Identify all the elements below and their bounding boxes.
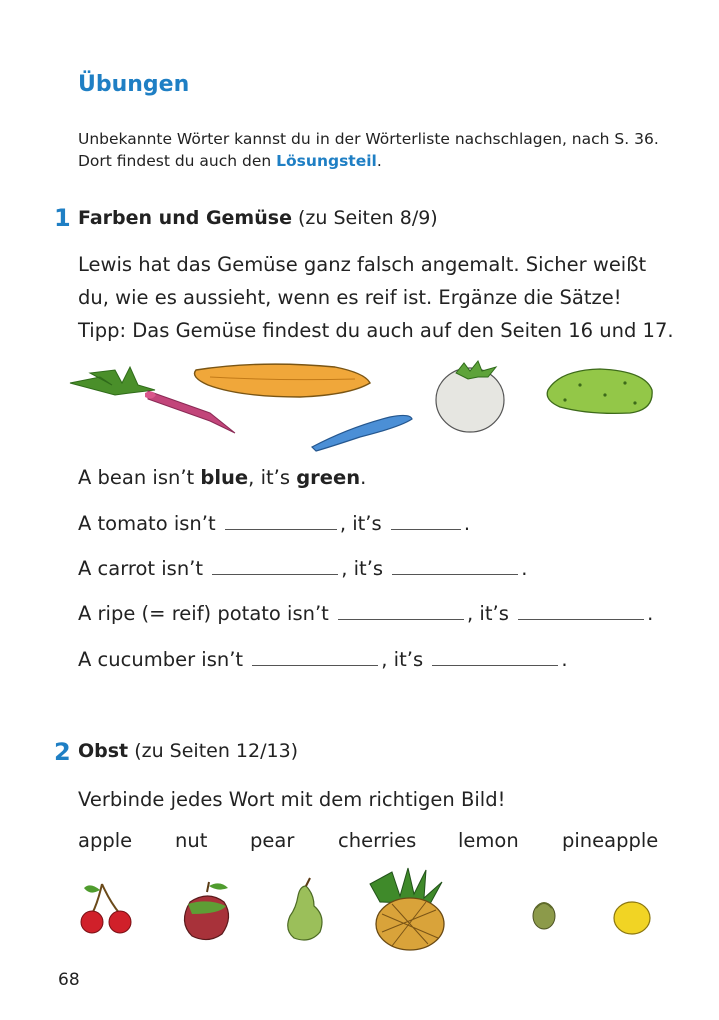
sentence-subject: A ripe (= reif) potato isn’t (78, 602, 329, 625)
exercise-2-heading (78, 740, 298, 762)
sentence-its: , it’s (381, 648, 424, 671)
fruits-illustration (70, 862, 670, 952)
sentence-end: . (463, 512, 471, 535)
apple-icon[interactable] (184, 882, 228, 940)
sentence-potato (78, 602, 653, 625)
exercise-2-instruction: Verbinde jedes Wort mit dem richtigen Bild! (78, 788, 506, 811)
word-lemon[interactable]: lemon (458, 829, 519, 852)
answer-blank[interactable] (252, 664, 378, 666)
instruction-line: Lewis hat das Gemüse ganz falsch angemalt. Sicher weißt (78, 253, 647, 276)
exercise-1-number: 1 (54, 204, 71, 232)
intro-line-1: Unbekannte Wörter kannst du in der Wörterliste nachschlagen, nach S. 36. (78, 130, 659, 148)
sentence-its: , it’s (341, 557, 384, 580)
instruction-line: Tipp: Das Gemüse findest du auch auf den Seiten 16 und 17. (78, 319, 674, 342)
intro-line-2-text: Dort findest du auch den (78, 152, 277, 170)
pineapple-icon[interactable] (370, 868, 444, 950)
sentence-cucumber (78, 648, 568, 671)
intro-line-2-end: . (376, 152, 382, 170)
example-word-green: green (296, 466, 361, 489)
word-apple[interactable]: apple (78, 829, 133, 852)
nut-icon[interactable] (533, 903, 555, 929)
example-part: . (360, 466, 367, 489)
exercise-1-heading-ref: (zu Seiten 8/9) (291, 207, 438, 229)
example-sentence (78, 466, 366, 489)
intro-line-2 (78, 150, 659, 172)
exercise-1-heading (78, 207, 438, 229)
exercise-2-heading-title: Obst (78, 740, 129, 762)
exercise-2-heading-ref: (zu Seiten 12/13) (128, 740, 299, 762)
answer-blank[interactable] (432, 664, 558, 666)
cucumber-icon (547, 369, 652, 413)
instruction-line: du, wie es aussieht, wenn es reif ist. Ergänze die Sätze! (78, 286, 622, 309)
example-word-blue: blue (200, 466, 249, 489)
answer-blank[interactable] (212, 573, 338, 575)
pear-icon[interactable] (288, 878, 322, 940)
answer-blank[interactable] (225, 528, 337, 530)
sentence-subject: A cucumber isn’t (78, 648, 244, 671)
solutions-link[interactable]: Lösungsteil (276, 152, 377, 170)
word-pineapple[interactable]: pineapple (562, 829, 659, 852)
sentence-its: , it’s (339, 512, 382, 535)
sentence-end: . (647, 602, 654, 625)
example-part: A bean isn’t (78, 466, 201, 489)
word-pear[interactable]: pear (250, 829, 295, 852)
answer-blank[interactable] (518, 618, 644, 620)
answer-blank[interactable] (392, 573, 518, 575)
lemon-icon[interactable] (614, 902, 650, 934)
page-number: 68 (58, 970, 80, 990)
exercise-1-heading-title: Farben und Gemüse (78, 207, 292, 229)
word-cherries[interactable]: cherries (338, 829, 417, 852)
word-nut[interactable]: nut (175, 829, 208, 852)
sentence-subject: A tomato isn’t (78, 512, 216, 535)
exercise-1-instructions (78, 248, 674, 347)
sentence-subject: A carrot isn’t (78, 557, 204, 580)
answer-blank[interactable] (338, 618, 464, 620)
answer-blank[interactable] (391, 528, 461, 530)
cherries-icon[interactable] (81, 884, 131, 933)
sentence-end: . (521, 557, 528, 580)
sentence-end: . (561, 648, 568, 671)
intro-text (78, 128, 659, 172)
exercise-2-number: 2 (54, 738, 71, 766)
sentence-tomato (78, 512, 470, 535)
bean-icon (312, 415, 412, 451)
sentence-its: , it’s (467, 602, 509, 625)
page-title: Übungen (78, 72, 190, 97)
sentence-carrot (78, 557, 527, 580)
tomato-icon (436, 361, 504, 432)
vegetables-illustration (60, 355, 670, 455)
example-part: , it’s (248, 466, 297, 489)
potato-icon (195, 364, 371, 397)
